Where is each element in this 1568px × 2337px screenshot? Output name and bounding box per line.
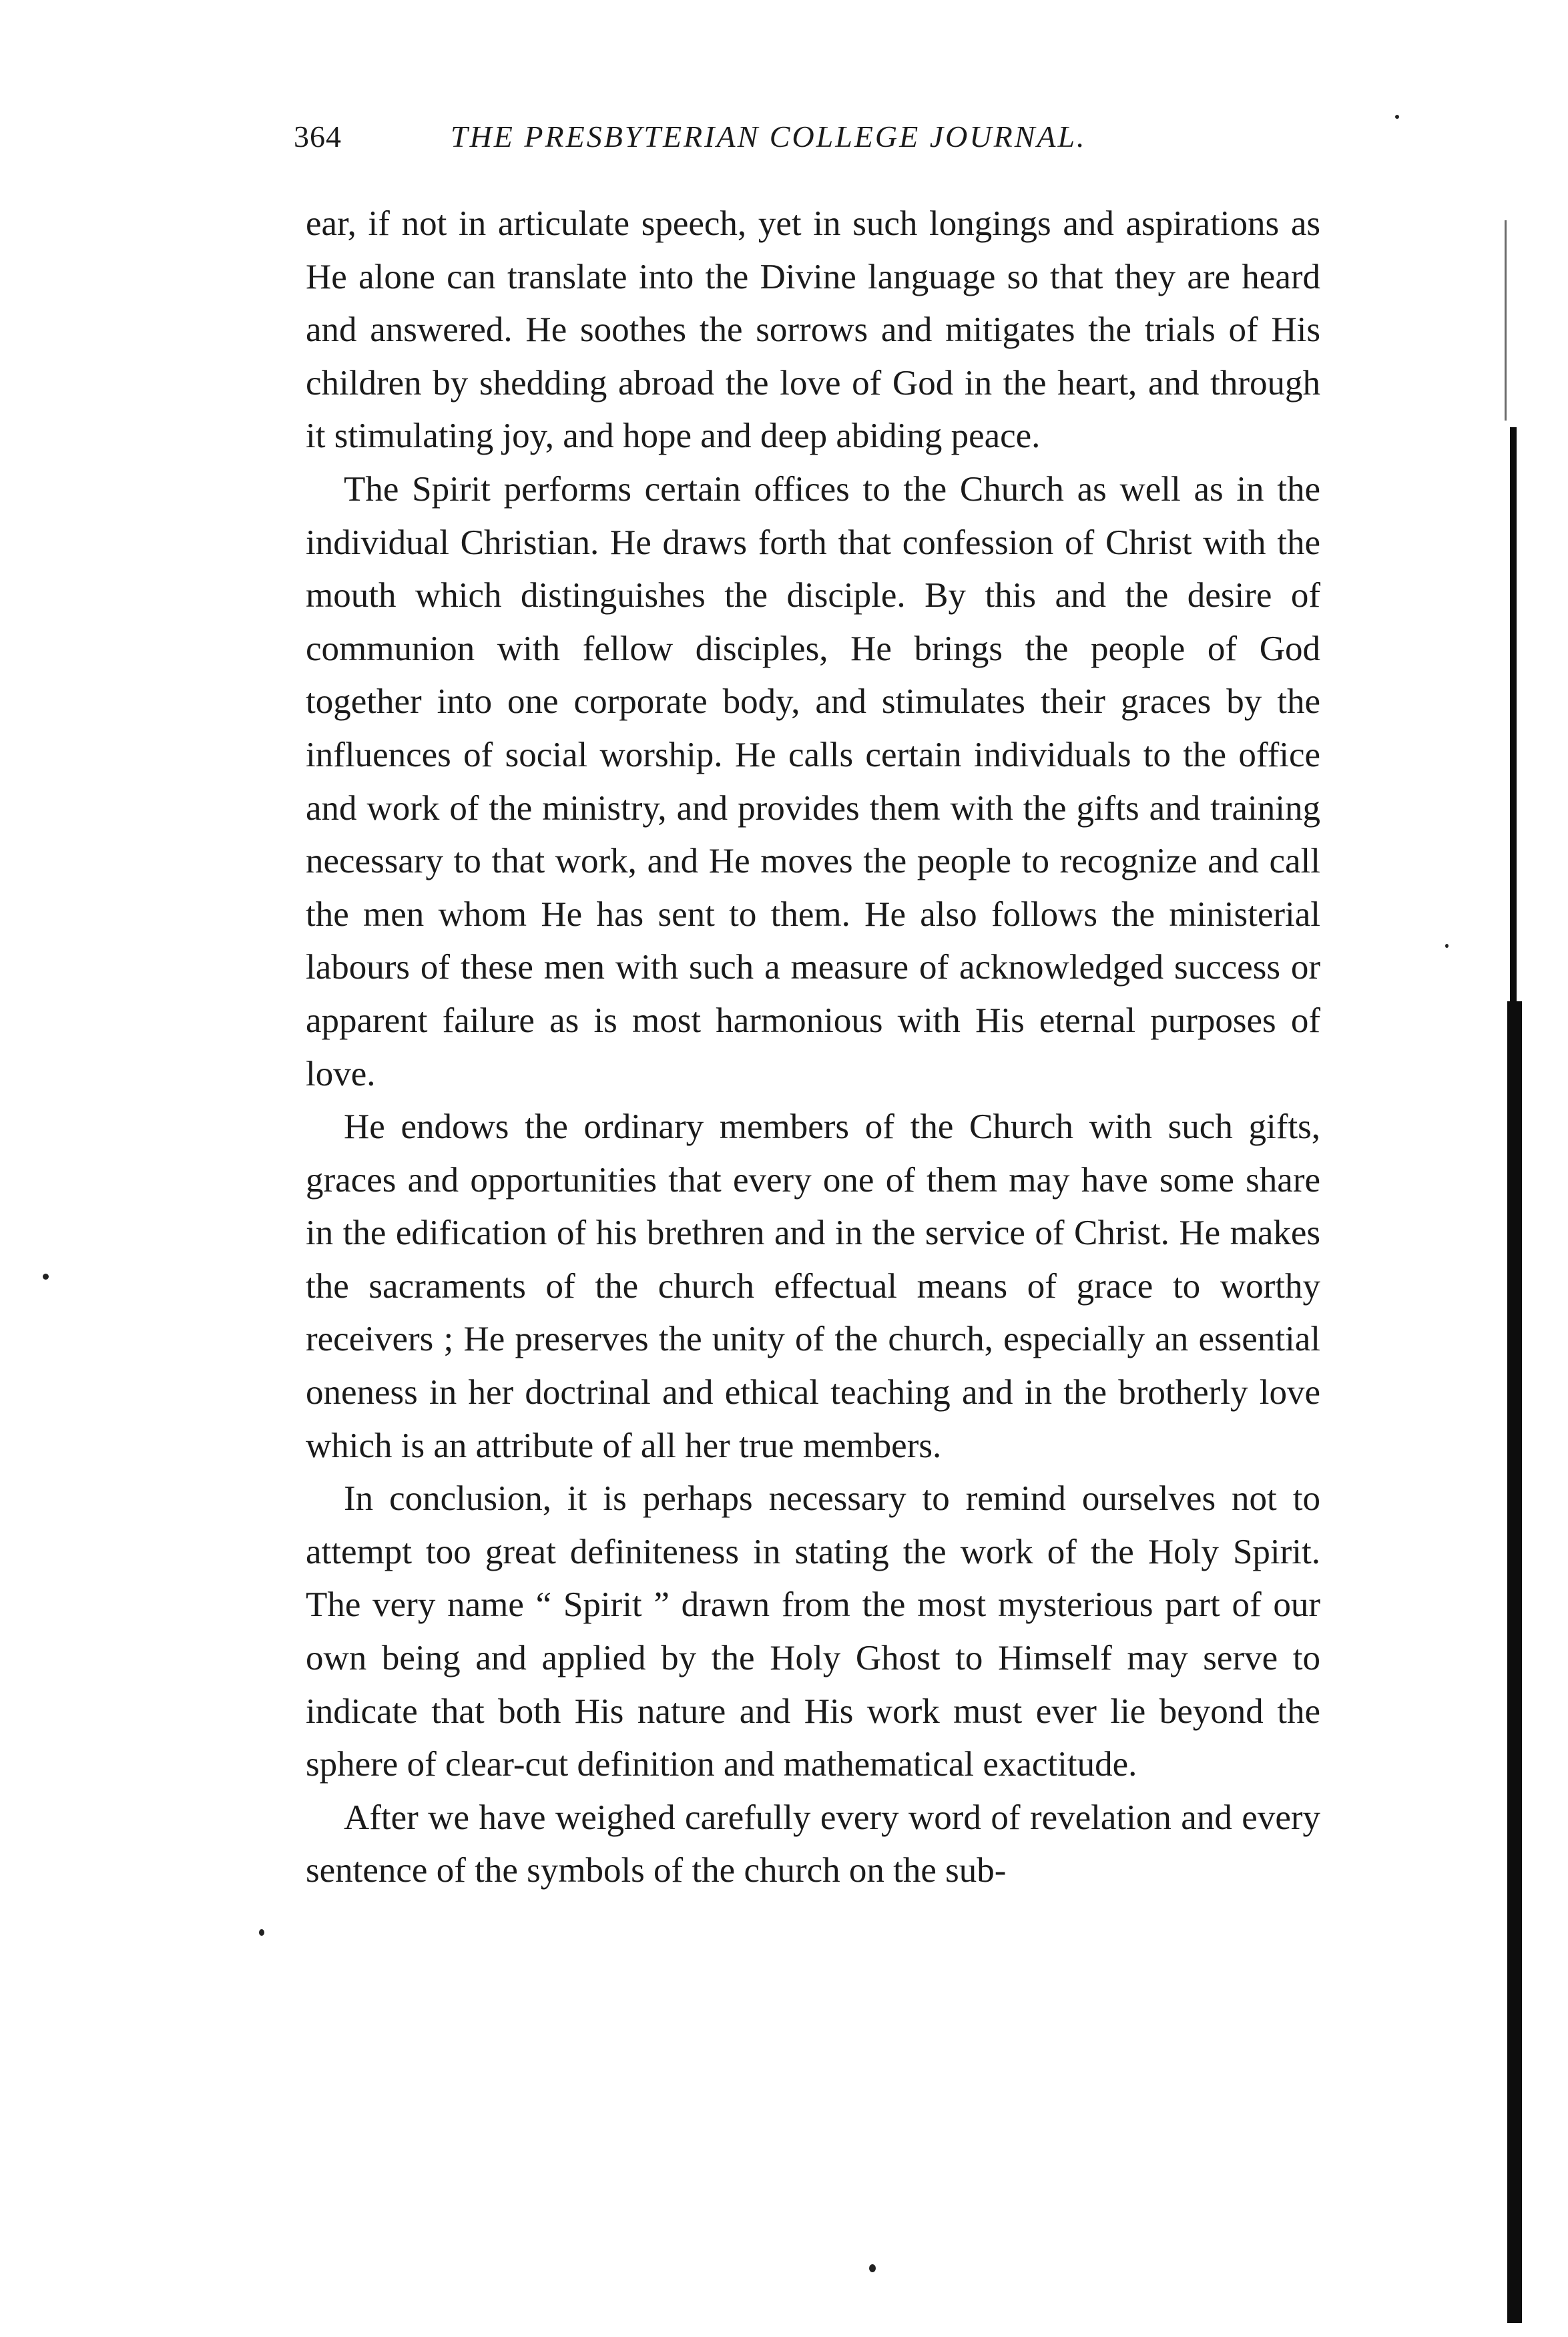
page-header bbox=[294, 119, 1335, 166]
paragraph-continuation: ear, if not in articulate speech, yet in such longings and aspirations as He alone can translate into the Divine language so that they are heard and answered. He soothes the sorrows and mitigates the trials of His children by shedding abroad the love of God in the heart, and through it stimulating joy, and hope and deep abiding peace. bbox=[306, 204, 1320, 456]
scan-edge-shadow-upper bbox=[1510, 427, 1517, 1001]
page-number: 364 bbox=[294, 119, 342, 154]
paragraph-conclusion: In conclusion, it is perhaps necessary to remind ourselves not to attempt too great definiteness in stating the work of the Holy Spirit. The very name “ Spirit ” drawn from the most mysterious part of our own being and applied by the Holy Ghost to Himself may serve to indicate that both His nature and His work must ever lie beyond the sphere of clear-cut definition and mathematical exactitude. bbox=[306, 1479, 1320, 1784]
scan-speck bbox=[1445, 944, 1449, 948]
paragraph-church-offices: The Spirit performs certain offices to the Church as well as in the individual Christian. He draws forth that confession of Christ with the mouth which distinguishes the disciple. By this and the desire of communion with fellow disciples, He brings the people of God together into one corporate body, and stimulates their graces by the influences of social worship. He calls certain individuals to the office and work of the ministry, and provides them with the gifts and training necessary to that work, and He moves the people to recognize and call the men whom He has sent to them. He also follows the ministerial labours of these men with such a measure of acknowledged success or apparent failure as is most harmonious with His eternal purposes of love. bbox=[306, 469, 1320, 1093]
scan-speck bbox=[259, 1929, 264, 1936]
scan-speck bbox=[43, 1274, 49, 1280]
scan-edge-shadow-thin bbox=[1505, 220, 1507, 421]
paragraph-ordinary-members: He endows the ordinary members of the Church with such gifts, graces and opportunities that every one of them may have some share in the edification of his brethren and in the service of Christ. He makes the sacraments of the church effectual means of grace to worthy receivers ; He preserves the unity of the church, especially an essential oneness in her doctrinal and ethical teaching and in the brotherly love which is an attribute of all her true members. bbox=[306, 1107, 1320, 1465]
running-title: THE PRESBYTERIAN COLLEGE JOURNAL. bbox=[451, 119, 1087, 154]
scan-speck bbox=[869, 2264, 876, 2272]
scan-edge-shadow-lower bbox=[1507, 1001, 1522, 2323]
scan-speck bbox=[1395, 115, 1399, 119]
article-body bbox=[306, 198, 1320, 1898]
paragraph-after-weighed: After we have weighed carefully every word of revelation and every sentence of the symbols of the church on the sub- bbox=[306, 1798, 1320, 1890]
